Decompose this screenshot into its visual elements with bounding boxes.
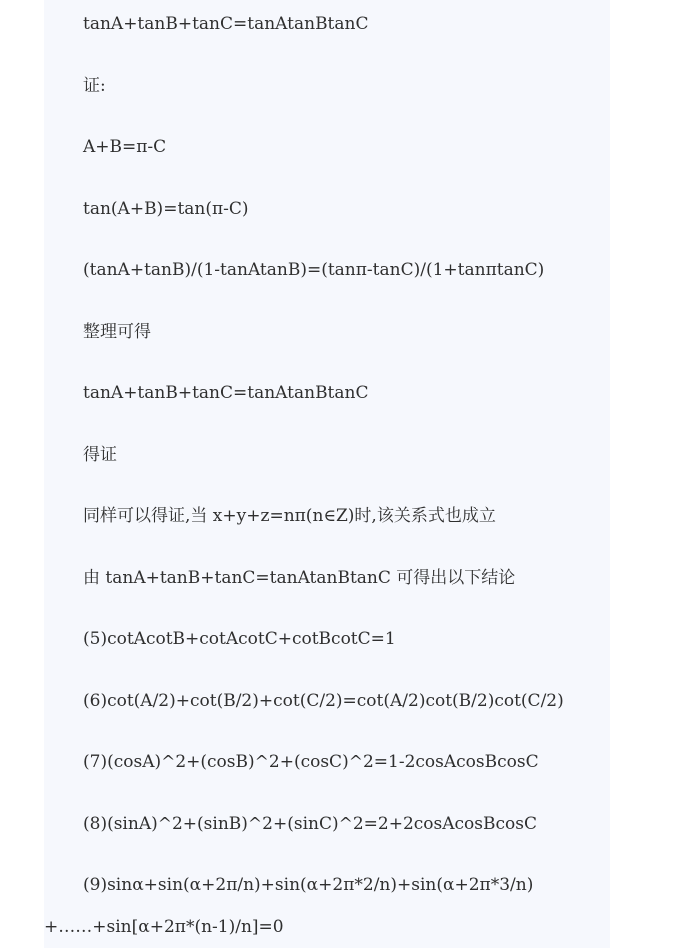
formula-item-8: (8)(sinA)^2+(sinB)^2+(sinC)^2=2+2cosAcosBcosC — [83, 814, 537, 834]
formula-line-result: tanA+tanB+tanC=tanAtanBtanC — [83, 383, 369, 403]
formula-item-7: (7)(cosA)^2+(cosB)^2+(cosC)^2=1-2cosAcosBcosC — [83, 752, 539, 772]
formula-item-5: (5)cotAcotB+cotAcotC+cotBcotC=1 — [83, 629, 396, 649]
formula-item-9-continuation: +……+sin[α+2π*(n-1)/n]=0 — [44, 917, 284, 937]
text-line-general-case: 同样可以得证,当 x+y+z=nπ(n∈Z)时,该关系式也成立 — [83, 506, 496, 526]
text-line-rearrange: 整理可得 — [83, 322, 151, 342]
formula-line-sum-angles: A+B=π-C — [83, 137, 167, 157]
formula-item-9: (9)sinα+sin(α+2π/n)+sin(α+2π*2/n)+sin(α+2π*3/n) — [83, 875, 534, 895]
formula-line-tan-expansion: (tanA+tanB)/(1-tanAtanB)=(tanπ-tanC)/(1+tanπtanC) — [83, 260, 545, 280]
text-line-conclusions: 由 tanA+tanB+tanC=tanAtanBtanC 可得出以下结论 — [83, 568, 516, 588]
formula-line-identity: tanA+tanB+tanC=tanAtanBtanC — [83, 14, 369, 34]
proof-label: 证: — [83, 76, 106, 96]
formula-item-6: (6)cot(A/2)+cot(B/2)+cot(C/2)=cot(A/2)cot(B/2)cot(C/2) — [83, 691, 564, 711]
text-line-proven: 得证 — [83, 445, 117, 465]
formula-line-tan-sum: tan(A+B)=tan(π-C) — [83, 199, 249, 219]
